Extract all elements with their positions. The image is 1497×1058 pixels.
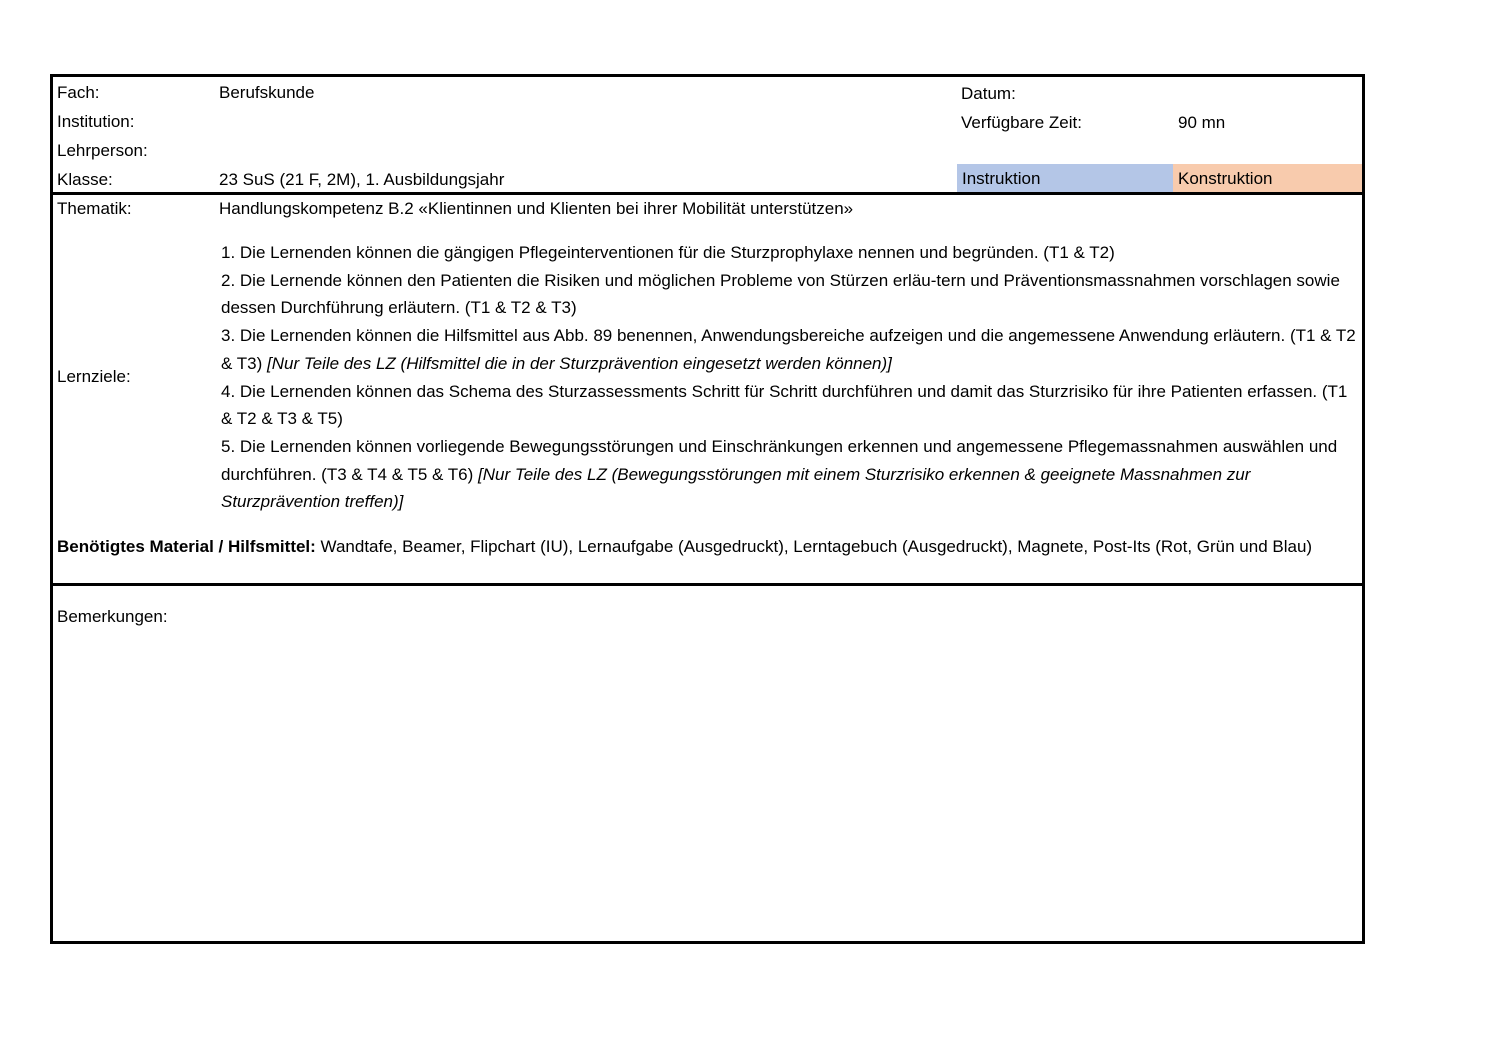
klasse-label: Klasse: [57, 170, 113, 189]
legend-instruktion: Instruktion [957, 164, 1175, 193]
lernziele-list [221, 239, 1361, 516]
lernziel-note: [Nur Teile des LZ (Bewegungsstörungen mit einem Sturzrisiko erkennen & geeignete Massnahmen zur Sturzprävention treffen)] [221, 464, 1251, 512]
zeit-value: 90 mn [1178, 113, 1226, 132]
lernziel-item: 4. Die Lernenden können das Schema des Sturzassessments Schritt für Schritt durchführen und damit das Sturzrisiko für ihre Patienten erfassen. (T1 & T2 & T3 & T5) [221, 381, 1348, 429]
klasse-value: 23 SuS (21 F, 2M), 1. Ausbildungsjahr [219, 170, 505, 189]
lernziel-item: 1. Die Lernenden können die gängigen Pflegeinterventionen für die Sturzprophylaxe nennen und begründen. (T1 & T2) [221, 243, 1115, 262]
material-divider [53, 583, 1362, 586]
lernziel-item: 3. Die Lernenden können die Hilfsmittel aus Abb. 89 benennen, Anwendungsbereiche aufzeigen und die angemessene Anwendung erläutern. (T1 & T2 & T3) [Nur Teile des LZ (Hilfsmittel die in der Sturzprävention eingesetzt werden können)] [221, 326, 1356, 373]
thematik-value: Handlungskompetenz B.2 «Klientinnen und Klienten bei ihrer Mobilität unterstützen» [219, 199, 854, 218]
datum-label: Datum: [961, 84, 1016, 103]
thematik-label: Thematik: [57, 199, 132, 218]
lernziel-item: 2. Die Lernende können den Patienten die Risiken und möglichen Probleme von Stürzen erläu-tern und Präventionsmassnahmen vorschlagen sowie dessen Durchführung erläutern. (T1 & T2 & T3) [221, 270, 1340, 318]
bemerkungen-label: Bemerkungen: [57, 607, 168, 626]
institution-label: Institution: [57, 112, 135, 131]
zeit-label: Verfügbare Zeit: [961, 113, 1082, 132]
header-divider [53, 192, 1362, 195]
material-value: Wandtafe, Beamer, Flipchart (IU), Lernaufgabe (Ausgedruckt), Lerntagebuch (Ausgedruckt), Magnete, Post-Its (Rot, Grün und Blau) [315, 537, 1313, 556]
lehrperson-label: Lehrperson: [57, 141, 148, 160]
lernziel-item: 5. Die Lernenden können vorliegende Bewegungsstörungen und Einschränkungen erkennen und angemessene Pflegemassnahmen auswählen und durchführen. (T3 & T4 & T5 & T6) [Nur Teile des LZ (Bewegungsstörungen mit einem Sturzrisiko erkennen & geeignete Massnahmen zur Sturzprävention treffen)] [221, 436, 1338, 512]
legend-konstruktion: Konstruktion [1173, 164, 1362, 193]
material-label: Benötigtes Material / Hilfsmittel: [57, 537, 316, 556]
lernziel-note: [Nur Teile des LZ (Hilfsmittel die in der Sturzprävention eingesetzt werden können)] [267, 353, 892, 373]
fach-value: Berufskunde [219, 83, 315, 102]
lesson-plan-sheet [50, 74, 1365, 944]
material-row [57, 533, 1362, 561]
lernziele-label: Lernziele: [57, 367, 131, 386]
fach-label: Fach: [57, 83, 100, 102]
